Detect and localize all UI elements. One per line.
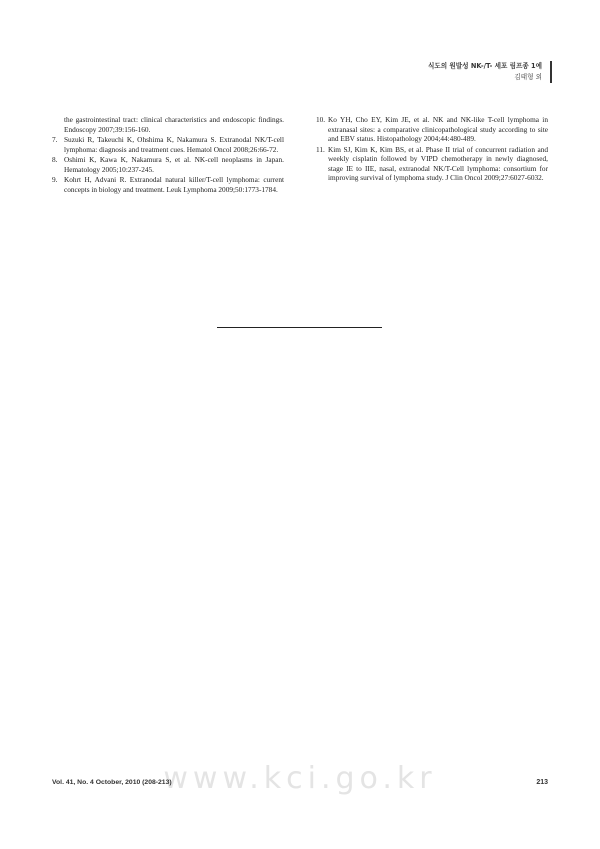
running-header-authors: 김태형 외 [514, 73, 542, 81]
reference-number: 10. [316, 115, 326, 124]
reference-number: 9. [52, 175, 58, 184]
running-header [428, 61, 542, 83]
reference-text: Suzuki R, Takeuchi K, Ohshima K, Nakamura S. Extranodal NK/T-cell lymphoma: diagnosis and treatment cues. Hematol Oncol 2008;26:66-72. [64, 135, 284, 154]
reference-item [316, 115, 548, 144]
reference-text: Kim SJ, Kim K, Kim BS, et al. Phase II trial of concurrent radiation and weekly cisplatin followed by VIPD chemotherapy in newly diagnosed, stage IE to IIE, nasal, extranodal NK/T-Cell lymphoma: consortium for improving survival of lymphoma study. J Clin Oncol 2009;27:6027-6032. [328, 144, 548, 182]
reference-item [52, 175, 284, 194]
running-header-title: 식도의 원발성 NK-/T- 세포 림프종 1예 [428, 62, 542, 70]
reference-item [52, 115, 284, 134]
reference-item [316, 145, 548, 183]
references-left-column [52, 115, 284, 195]
reference-text: Ko YH, Cho EY, Kim JE, et al. NK and NK-like T-cell lymphoma in extranasal sites: a comparative clinicopathological study according to site and EBV status. Histopathology 2004;44:480-489. [328, 115, 548, 143]
journal-info: Vol. 41, No. 4 October, 2010 (208-213) [52, 779, 172, 786]
reference-item [52, 155, 284, 174]
reference-text: the gastrointestinal tract: clinical characteristics and endoscopic findings. Endoscopy 2007;39:156-160. [64, 115, 284, 134]
page-number: 213 [536, 779, 548, 786]
reference-item [52, 135, 284, 154]
header-rule [550, 61, 552, 83]
section-divider [217, 327, 382, 328]
watermark: www.kci.go.kr [163, 761, 437, 796]
reference-text: Oshimi K, Kawa K, Nakamura S, et al. NK-cell neoplasms in Japan. Hematology 2005;10:237-245. [64, 155, 284, 174]
reference-number: 8. [52, 155, 58, 164]
reference-number: 11. [316, 144, 325, 154]
reference-number: 7. [52, 135, 58, 144]
reference-text: Kohrt H, Advani R. Extranodal natural killer/T-cell lymphoma: current concepts in biology and treatment. Leuk Lymphoma 2009;50:1773-1784. [64, 175, 284, 194]
references-right-column [316, 115, 548, 184]
